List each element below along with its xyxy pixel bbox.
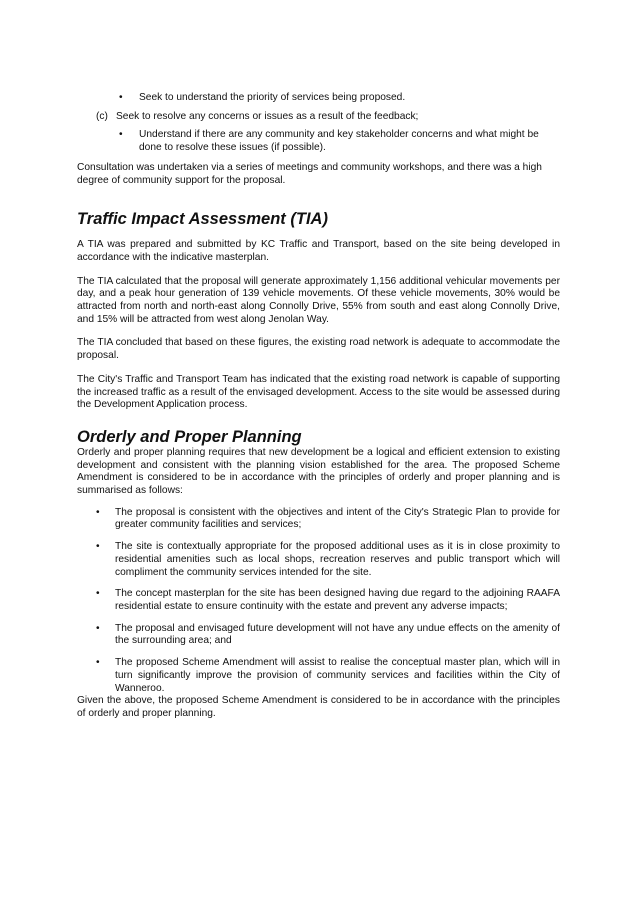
- bullet-text: The concept masterplan for the site has been designed having due regard to the adjoining RAAFA residential estate to ensure continuity with the estate and prevent any adverse impacts;: [115, 588, 560, 612]
- planning-bullet-item: [77, 507, 560, 532]
- bullet-marker: •: [119, 129, 123, 141]
- planning-conclusion: Given the above, the proposed Scheme Amendment is considered to be in accordance with the principles of orderly and proper planning.: [77, 695, 560, 719]
- planning-bullet-list: [77, 507, 560, 695]
- tia-paragraph-3: The TIA concluded that based on these figures, the existing road network is adequate to accommodate the proposal.: [77, 337, 560, 362]
- bullet-marker: •: [119, 92, 123, 103]
- tia-paragraph-4: The City's Traffic and Transport Team has indicated that the existing road network is capable of supporting the increased traffic as a result of the envisaged development. Access to the site would be assessed during the Development Application process.: [77, 373, 560, 411]
- tia-heading: Traffic Impact Assessment (TIA): [77, 210, 328, 229]
- list-item-label: (c): [96, 110, 108, 122]
- bullet-marker: •: [96, 588, 100, 600]
- bullet-marker: •: [96, 622, 100, 634]
- planning-intro: Orderly and proper planning requires that new development be a logical and efficient extension to existing development and consistent with the planning vision established for the area. The proposed Scheme Amendment is considered to be in accordance with the principles of orderly and proper planning and is summarised as follows:: [77, 446, 560, 497]
- bullet-marker: •: [96, 506, 100, 518]
- bullet-item-concerns: [77, 129, 560, 154]
- bullet-text: The proposal is consistent with the objectives and intent of the City's Strategic Plan to provide for greater community facilities and services;: [115, 506, 560, 531]
- list-item-text: Seek to resolve any concerns or issues as a result of the feedback;: [116, 110, 419, 122]
- tia-paragraph-2: The TIA calculated that the proposal will generate approximately 1,156 additional vehicular movements per day, and a peak hour generation of 139 vehicle movements. Of these vehicle movements, 30% would be attracted from north and north-east along Connolly Drive, 55% from south and east along Connolly Drive, and 15% will be attracted from west along Jenolan Way.: [77, 275, 560, 325]
- bullet-item-priority: [77, 92, 560, 105]
- planning-heading: Orderly and Proper Planning: [77, 427, 302, 446]
- consultation-paragraph: Consultation was undertaken via a series of meetings and community workshops, and there was a high degree of community support for the proposal.: [77, 161, 542, 186]
- planning-bullet-item: [77, 657, 560, 695]
- bullet-marker: •: [96, 541, 100, 553]
- planning-bullet-item: [77, 541, 560, 579]
- bullet-text: Seek to understand the priority of services being proposed.: [139, 92, 406, 103]
- bullet-text: The proposed Scheme Amendment will assist to realise the conceptual master plan, which will in turn significantly improve the provision of community services and facilities within the City of Wanneroo.: [115, 657, 560, 694]
- planning-bullet-item: [77, 623, 560, 648]
- list-item-c: [77, 111, 560, 124]
- bullet-marker: •: [96, 657, 100, 669]
- document-body: [77, 92, 560, 721]
- bullet-text: The proposal and envisaged future development will not have any undue effects on the amenity of the surrounding area; and: [115, 622, 560, 647]
- planning-bullet-item: [77, 588, 560, 613]
- tia-paragraph-1: A TIA was prepared and submitted by KC Traffic and Transport, based on the site being developed in accordance with the indicative masterplan.: [77, 239, 560, 263]
- bullet-text: Understand if there are any community and key stakeholder concerns and what might be done to resolve these issues (if possible).: [139, 129, 539, 154]
- bullet-text: The site is contextually appropriate for the proposed additional uses as it is in close proximity to residential amenities such as local shops, recreation reserves and public transport which will compliment the community services intended for the site.: [115, 541, 560, 578]
